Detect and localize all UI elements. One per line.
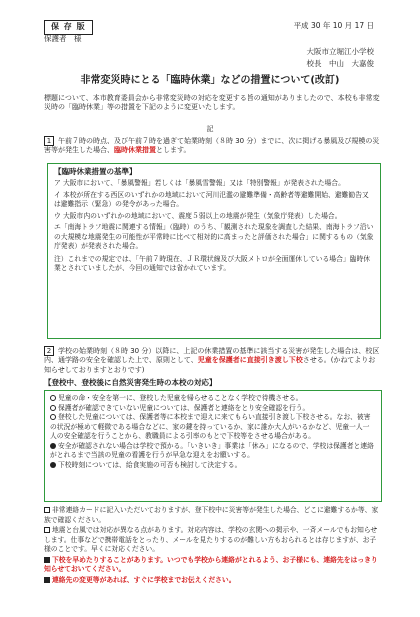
- intro-paragraph: 標題について、本市教育委員会から非常変災時の対応を変更する旨の通知がありましたので、本校も非常変災時の「臨時休業」等の措置を下記のように変更いたします。: [44, 94, 380, 112]
- date: 平成 30 年 10 月 17 日: [293, 21, 374, 30]
- section-2-text-a: 学校の始業時刻（８時 30 分）以降に、上記の休業措置の基準に該当する災害が発生した場合は、校区内、通学路の安全を確認した上で、原則として、: [44, 347, 380, 365]
- section-2-number: 2: [44, 346, 54, 356]
- section-1-emphasis: 臨時休業措置: [114, 146, 156, 155]
- ki-label: 記: [206, 125, 214, 133]
- note-item-3: 下校を早めたりすることがあります。いつでも学校から連絡がとれるよう、お子様にも、連絡先をはっきり知らせておいてください。: [44, 555, 378, 574]
- filled-circle-icon: [50, 462, 56, 468]
- open-square-icon: [44, 527, 50, 533]
- section-1-number: 1: [44, 136, 54, 146]
- criteria-item-d: エ「南海トラフ地震に関連する情報」（臨時）のうち、「観測された現象を調査した結果、南海トラフ沿いの大規模な地震発生の可能性が平常時に比べて相対的に高まったと評価された場合」に関するもの（気象庁発表）が発表された場合。: [54, 223, 374, 251]
- section-2-emphasis: 児童を保護者に直接引き渡し下校: [197, 356, 303, 365]
- section-2: [44, 346, 382, 375]
- criteria-item-b: イ 本校が所在する西区のいずれかの地域において河川氾濫の避難準備・高齢者等避難開始、避難勧告又は避難指示（緊急）の発令があった場合。: [54, 190, 369, 209]
- school-response-title: 【登校中、登校後に自然災害発生時の本校の対応】: [44, 378, 217, 387]
- response-item-2: 保護者が確認できていない児童については、保護者と連絡をとり安全確認を行う。: [50, 404, 376, 414]
- note-item-1: 非常連絡カードに記入いただいておりますが、登下校中に災害等が発生した場合、どこに避難するか等、家族で確認ください。: [44, 506, 379, 524]
- criteria-note: 注）これまでの規定では、「午前７時現在、ＪＲ環状線及び大阪メトロが全面運休している場合」臨時休業とされていましたが、今回の通知では省かれています。: [54, 254, 371, 273]
- open-circle-icon: [50, 395, 56, 401]
- school-name: 大阪市立堀江小学校: [306, 47, 374, 56]
- criteria-item-a: ア 大阪市において、「暴風警報」若しくは「暴風雪警報」又は「特別警報」が発表された場合。: [54, 179, 345, 188]
- note-item-2: 地震と台風では対応が異なる点があります。対応内容は、学校の玄関への掲示や、一斉メールでもお知らせします。仕事などで携帯電話をとったり、メールを見たりするのが難しい方もおられるとは存じますが、お子様のことです。早くに対応ください。: [44, 526, 378, 554]
- open-circle-icon: [50, 414, 56, 420]
- principal-name: 校長 中山 大嘉俊: [306, 59, 374, 68]
- filled-circle-icon: [50, 443, 56, 449]
- filled-square-icon: [44, 577, 50, 583]
- closure-criteria-box: [47, 163, 381, 339]
- criteria-item-c: ウ 大阪市内のいずれかの地域において、震度５弱以上の地震が発生（気象庁発表）した場合。: [54, 211, 342, 220]
- school-response-box: [44, 390, 382, 502]
- document-title: 非常変災時にとる「臨時休業」などの措置について(改訂): [80, 75, 340, 86]
- addressee: 保護者 様: [44, 34, 82, 43]
- response-item-3: 登校した児童については、保護者等に本校まで迎えに来てもらい直接引き渡し下校させる。なお、被害の状況が極めて軽微である場合などに、家の鍵を持っているか、家に誰か大人がいるかなど、児童一人一人の安全確認を行うことから、教職員による引率のもとで下校等をさせる場合がある。: [50, 413, 371, 441]
- closure-criteria-title: 【臨時休業措置の基準】: [54, 167, 137, 176]
- section-1-text-b: とします。: [156, 146, 191, 155]
- section-1: [44, 136, 382, 156]
- section-1-text-a: 午前７時の時点、及び午前７時を過ぎて始業時刻（８時 30 分）までに、次に掲げる暴風及び規模の災害等が発生した場合、: [44, 137, 380, 155]
- section-2-text-b: させる。(かねてよりお知らせしておりますとおりです): [44, 356, 376, 374]
- open-square-icon: [44, 507, 50, 513]
- response-item-4: 安全が確認されない場合は学校で預かる。「いきいき」事業は「休み」になるので、学校は保護者と連絡がとれるまで当該の児童の看護を行うが早急な迎えをお願いする。: [50, 441, 374, 460]
- archive-badge: 保 存 版: [44, 20, 93, 35]
- note-item-4: 連絡先の変更等があれば、すぐに学校までお伝えください。: [44, 576, 382, 586]
- open-circle-icon: [50, 405, 56, 411]
- response-item-1: 児童の命・安全を第一に、登校した児童を帰らせることなく学校で待機させる。: [50, 394, 376, 404]
- filled-square-icon: [44, 557, 50, 563]
- response-item-5: 下校時刻については、給食実施の可否も検討して決定する。: [50, 461, 376, 471]
- notes-list: [44, 506, 382, 585]
